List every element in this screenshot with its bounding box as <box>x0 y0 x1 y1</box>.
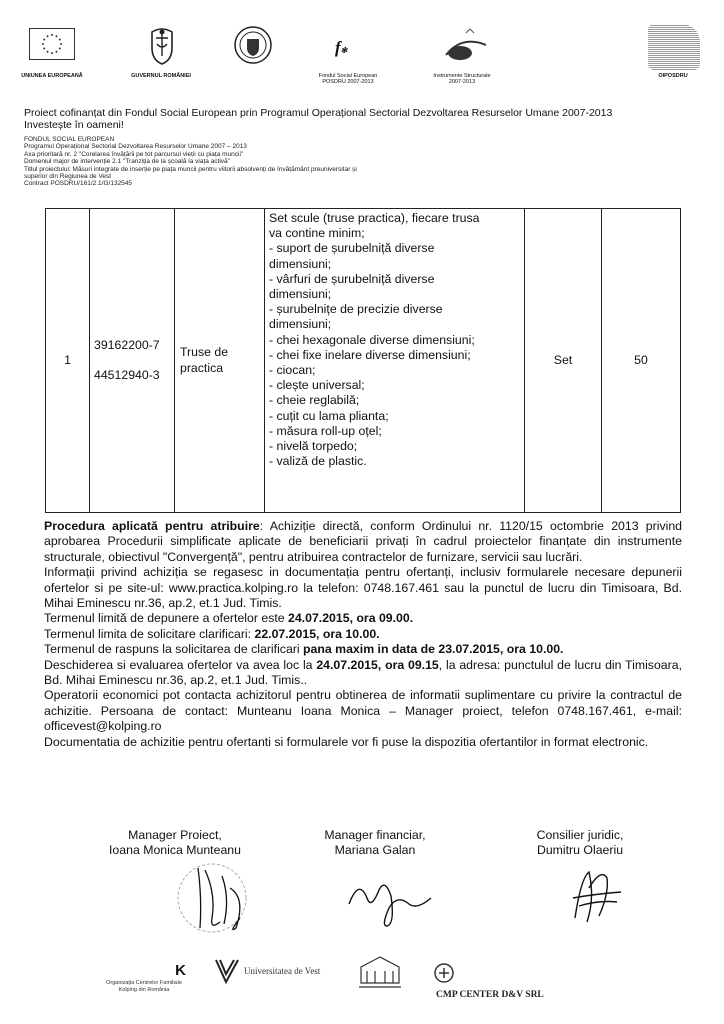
kolping-caption-line1: Organizația Centrelor Familiale <box>106 980 182 986</box>
project-details <box>24 136 714 188</box>
deadline-clarifications-text: Termenul limita de solicitare clarificari: <box>44 626 255 641</box>
cmp-name: CMP CENTER D&V SRL <box>436 990 544 1000</box>
item-description <box>265 209 525 513</box>
kolping-k-icon: K <box>175 962 186 979</box>
signature-name: Mariana Galan <box>334 843 416 857</box>
item-name: Truse de practica <box>175 209 265 513</box>
procedure-label: Procedura aplicată pentru atribuire <box>44 519 260 533</box>
detail-line: superior din Regiunea de Vest <box>24 173 112 181</box>
signature-role: Consilier juridic, <box>536 828 624 842</box>
structural-instruments-icon <box>440 27 490 72</box>
government-caption: GUVERNUL ROMÂNIEI <box>131 73 191 79</box>
uvt-name: Universitatea de Vest <box>244 966 321 976</box>
detail-line: FONDUL SOCIAL EUROPEAN <box>24 136 115 143</box>
description-line: - valiză de plastic. <box>269 454 367 469</box>
procedure-text: : Achiziție directă, conform Ordinului nr. 1120/15 octombrie 2013 privind aprobarea Procedurii simplificate aplicate de beneficiarii privați în cadrul proiectelor finanțate din instrumente structurale, obiectivul "Convergență", pentru atribuirea contractelor de furnizare, servicii sau lucrări. <box>44 519 683 564</box>
handwritten-signature-1 <box>150 858 280 938</box>
ministry-seal-icon <box>233 25 273 70</box>
deadline-submission <box>44 611 682 626</box>
signature-role: Manager financiar, <box>324 828 426 842</box>
description-line: va contine minim; <box>269 226 365 241</box>
eu-flag-icon <box>29 28 75 60</box>
detail-line: Domeniul major de intervenție 2.1 "Tranziția de la școală la viața activă" <box>24 158 230 166</box>
signature-financial-manager <box>300 828 450 858</box>
cpv-code: 39162200-7 <box>94 337 160 352</box>
kolping-caption-line2: Kolping din România <box>118 986 170 993</box>
building-logo-icon <box>355 953 405 993</box>
description-line: Set scule (truse practica), fiecare trusa <box>269 211 480 225</box>
description-line: - cheie reglabilă; <box>269 393 360 408</box>
description-line: dimensiuni; <box>269 256 332 271</box>
procedure-body <box>44 519 682 750</box>
handwritten-signature-2 <box>345 868 435 928</box>
table-row <box>46 209 681 513</box>
description-line: - clește universal; <box>269 378 365 393</box>
description-line: - șurubelnițe de precizie diverse <box>269 302 443 317</box>
procedure-paragraph <box>44 519 682 565</box>
description-line: - ciocan; <box>269 363 316 378</box>
contact-paragraph: Operatorii economici pot contacta achizitorul pentru obtinerea de informatii suplimentare cu privire la contractul de achizitie. Persoana de contact: Munteanu Ioana Monica – Manager proiect, telefon 0748.167.461, e-mail: officevest@kolping.ro <box>44 688 682 734</box>
detail-line: Programul Operațional Sectorial Dezvoltarea Resurselor Umane 2007 – 2013 <box>24 143 247 151</box>
description-line: - chei hexagonale diverse dimensiuni; <box>269 332 475 347</box>
information-paragraph: Informații privind achiziția se regasesc in documentația pentru ofertanți, inclusiv formularele necesare depunerii ofertelor si pe site-ul: www.practica.kolping.ro la telefon: 0748.167.461 sau la punctul de lucru din Timisoara, Bd. Mihai Eminescu nr.36, ap.2, et.1 Jud. Timis. <box>44 565 682 611</box>
romania-coat-of-arms-icon <box>147 26 177 71</box>
deadline-answer-date: pana maxim in data de 23.07.2015, ora 10.00. <box>303 642 564 657</box>
description-line: - vârfuri de șurubelniță diverse <box>269 271 435 286</box>
description-line: dimensiuni; <box>269 287 332 302</box>
deadline-clarifications-date: 22.07.2015, ora 10.00. <box>254 626 380 641</box>
structural-caption <box>410 73 514 85</box>
uvt-logo-icon <box>212 956 242 986</box>
description-line: - chei fixe inelare diverse dimensiuni; <box>269 347 471 362</box>
oiposdru-caption: OIPOSDRU <box>658 73 688 79</box>
deadline-submission-text: Termenul limită de depunere a ofertelor este <box>44 611 289 626</box>
detail-line: Titlul proiectului: Măsuri integrate de inserție pe piața muncii pentru viitorii absolvenți de învățământ preuniversitar și <box>24 165 357 173</box>
item-quantity: 50 <box>602 209 681 513</box>
deadline-submission-date: 24.07.2015, ora 09.00. <box>288 611 414 626</box>
signature-role: Manager Proiect, <box>128 828 222 842</box>
opening-date: 24.07.2015, ora 09.15 <box>316 657 439 672</box>
item-unit: Set <box>525 209 602 513</box>
deadline-answer-text: Termenul de raspuns la solicitarea de clarificari <box>44 642 304 657</box>
description-line: - nivelă torpedo; <box>269 439 358 454</box>
detail-line: Contract POSDRU/161/2.1/G/132545 <box>24 180 133 188</box>
project-cofinance-line: Proiect cofinanțat din Fondul Social European prin Programul Operațional Sectorial Dezvoltarea Resurselor Umane 2007-2013 <box>24 107 613 119</box>
description-line: - măsura roll-up oțel; <box>269 423 382 438</box>
opening-paragraph <box>44 658 682 689</box>
project-slogan: Investește în oameni! <box>24 119 124 131</box>
structural-caption-line2: 2007-2013 <box>448 79 476 85</box>
cpv-code: 44512940-3 <box>94 368 160 382</box>
signature-name: Dumitru Olaeriu <box>536 843 624 857</box>
description-line: dimensiuni; <box>269 317 332 332</box>
signature-project-manager <box>80 828 270 858</box>
cmp-logo-icon <box>433 962 455 984</box>
description-line: - suport de șurubelniță diverse <box>269 241 435 256</box>
signature-name: Ioana Monica Munteanu <box>109 843 241 857</box>
fse-caption-line2: POSDRU 2007-2013 <box>322 79 374 85</box>
deadline-answer <box>44 642 682 657</box>
fse-caption-line1: Fondul Social European <box>318 73 378 79</box>
signature-legal-advisor <box>500 828 660 858</box>
deadline-clarifications <box>44 627 682 642</box>
opening-text: Deschiderea si evaluarea ofertelor va avea loc la <box>44 657 317 672</box>
eu-logo <box>29 28 75 60</box>
structural-caption-line1: Instrumente Structurale <box>433 73 491 79</box>
fse-icon: f✻ <box>335 38 348 57</box>
handwritten-signature-3 <box>565 858 625 930</box>
eu-caption: UNIUNEA EUROPEANĂ <box>21 73 83 79</box>
detail-line: Axa prioritară nr. 2 "Corelarea învățării pe tot parcursul vieții cu piața muncii" <box>24 150 244 158</box>
item-number: 1 <box>46 209 90 513</box>
fse-caption <box>300 73 396 85</box>
items-table <box>45 208 681 513</box>
kolping-caption <box>92 980 196 993</box>
oiposdru-icon <box>648 24 700 70</box>
description-line: - cuțit cu lama plianta; <box>269 408 389 423</box>
cpv-codes-cell <box>90 209 175 513</box>
kolping-logo <box>110 962 186 980</box>
opening-address: , la adresa: punctulul de lucru din Timisoara, Bd. Mihai Eminescu nr.36, ap.2, et.1 Jud. Timis.. <box>44 657 682 688</box>
format-paragraph: Documentatia de achizitie pentru ofertanti si formularele vor fi puse la dispozitia ofertantilor in format electronic. <box>44 734 649 749</box>
